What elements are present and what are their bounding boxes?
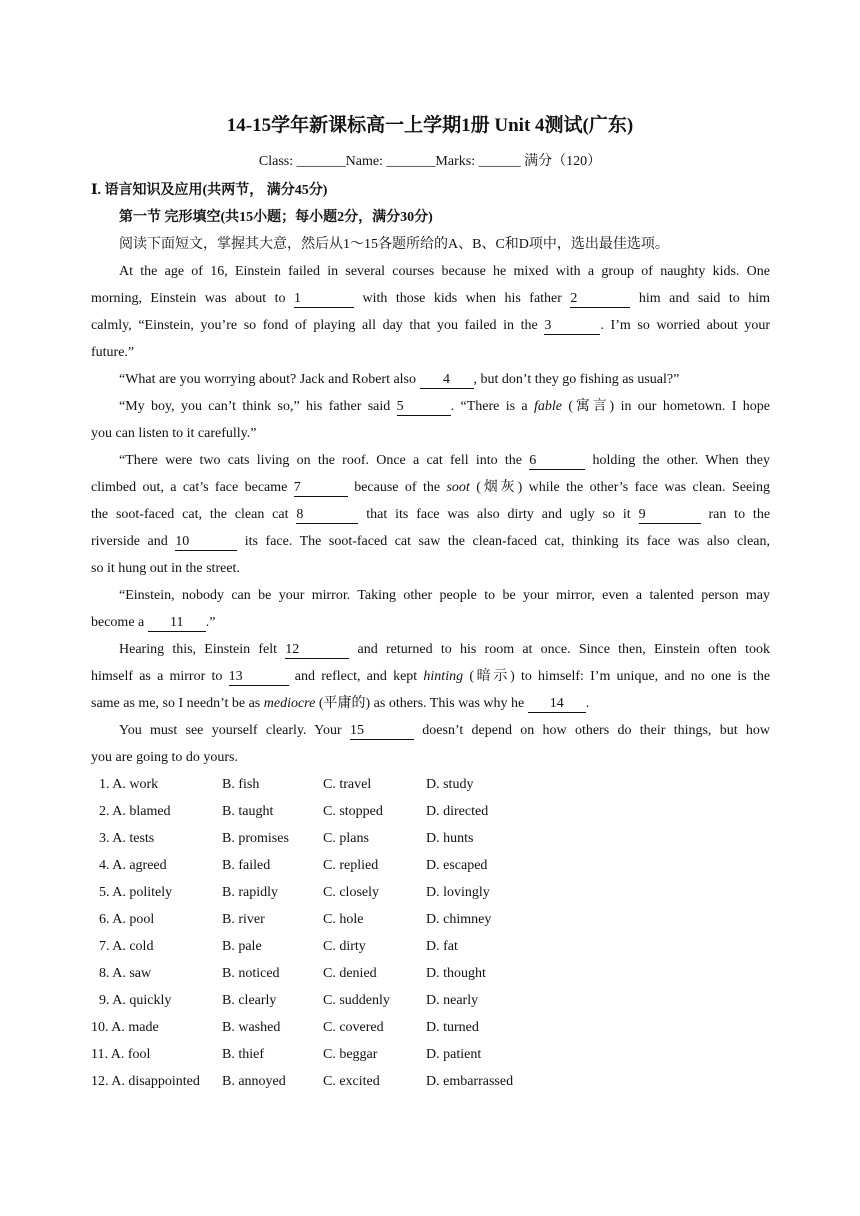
option-num: 3. A. tests — [99, 831, 155, 846]
passage-line: riverside and 10 its face. The soot-faced cat saw the clean-faced cat, thinking its face was also clean, — [91, 534, 771, 549]
option-b: B. fish — [222, 777, 260, 792]
blank-6: 6 — [529, 452, 585, 470]
blank-4: 4 — [420, 371, 474, 389]
option-num: 1. A. work — [99, 777, 159, 792]
option-c: C. plans — [323, 831, 369, 846]
subsection-heading: 第一节 完形填空(共15小题；每小题2分，满分30分) — [119, 210, 433, 225]
blank-15: 15 — [350, 722, 414, 740]
option-b: B. washed — [222, 1020, 281, 1035]
option-num: 8. A. saw — [99, 966, 152, 981]
blank-5: 5 — [397, 398, 451, 416]
option-d: D. hunts — [426, 831, 474, 846]
option-b: B. pale — [222, 939, 262, 954]
blank-3: 3 — [544, 317, 600, 335]
passage-line: you can listen to it carefully.” — [91, 426, 257, 441]
blank-9: 9 — [639, 506, 701, 524]
passage-line: you are going to do yours. — [91, 750, 238, 765]
instruction-text: 阅读下面短文，掌握其大意，然后从1～15各题所给的A、B、C和D项中，选出最佳选项。 — [119, 237, 669, 252]
option-c: C. replied — [323, 858, 379, 873]
passage-line: morning, Einstein was about to 1 with those kids when his father 2 him and said to him — [91, 291, 771, 306]
class-name-marks-line: Class: _______Name: _______Marks: ______ 满分（120） — [258, 154, 602, 169]
section-heading: Ⅰ. 语言知识及应用(共两节， 满分45分) — [91, 183, 328, 198]
passage-line: “My boy, you can’t think so,” his father said 5 . “There is a fable (寓言) in our hometown. I hope — [119, 399, 771, 414]
option-num: 12. A. disappointed — [91, 1074, 200, 1089]
blank-14: 14 — [528, 695, 586, 713]
blank-8: 8 — [296, 506, 358, 524]
option-c: C. beggar — [323, 1047, 378, 1062]
passage-line: become a 11 .” — [91, 615, 216, 630]
option-d: D. escaped — [426, 858, 488, 873]
blank-13: 13 — [229, 668, 289, 686]
option-d: D. embarrassed — [426, 1074, 514, 1089]
option-b: B. river — [222, 912, 265, 927]
blank-1: 1 — [294, 290, 354, 308]
option-b: B. promises — [222, 831, 289, 846]
option-b: B. annoyed — [222, 1074, 286, 1089]
option-b: B. failed — [222, 858, 271, 873]
passage-line: future.” — [91, 345, 135, 360]
option-b: B. rapidly — [222, 885, 278, 900]
option-num: 4. A. agreed — [99, 858, 167, 873]
option-d: D. study — [426, 777, 474, 792]
option-c: C. hole — [323, 912, 364, 927]
blank-10: 10 — [175, 533, 237, 551]
option-d: D. directed — [426, 804, 489, 819]
option-c: C. stopped — [323, 804, 383, 819]
passage-line: so it hung out in the street. — [91, 561, 240, 576]
passage-line: climbed out, a cat’s face became 7 because of the soot (烟灰) while the other’s face was clean. Seeing — [91, 480, 771, 495]
option-b: B. noticed — [222, 966, 280, 981]
option-num: 9. A. quickly — [99, 993, 172, 1008]
option-c: C. travel — [323, 777, 372, 792]
passage-line: You must see yourself clearly. Your 15 doesn’t depend on how others do their things, but how — [119, 723, 771, 738]
option-c: C. excited — [323, 1074, 380, 1089]
option-num: 5. A. politely — [99, 885, 173, 900]
option-d: D. fat — [426, 939, 458, 954]
option-c: C. covered — [323, 1020, 384, 1035]
passage-line: At the age of 16, Einstein failed in several courses because he mixed with a group of naughty kids. One — [119, 264, 770, 279]
option-d: D. turned — [426, 1020, 479, 1035]
option-num: 7. A. cold — [99, 939, 154, 954]
option-b: B. thief — [222, 1047, 264, 1062]
option-d: D. nearly — [426, 993, 479, 1008]
option-num: 11. A. fool — [91, 1047, 151, 1062]
option-d: D. chimney — [426, 912, 492, 927]
option-b: B. clearly — [222, 993, 277, 1008]
option-c: C. dirty — [323, 939, 366, 954]
option-d: D. thought — [426, 966, 486, 981]
option-d: D. lovingly — [426, 885, 490, 900]
option-c: C. suddenly — [323, 993, 390, 1008]
passage-line: “What are you worrying about? Jack and Robert also 4 , but don’t they go fishing as usual?” — [119, 372, 680, 387]
option-num: 6. A. pool — [99, 912, 155, 927]
blank-12: 12 — [285, 641, 349, 659]
passage-line: the soot-faced cat, the clean cat 8 that its face was also dirty and ugly so it 9 ran to the — [91, 507, 771, 522]
option-num: 10. A. made — [91, 1020, 159, 1035]
passage-line: himself as a mirror to 13 and reflect, and kept hinting (暗示) to himself: I’m unique, and no one is the — [91, 669, 771, 684]
option-c: C. closely — [323, 885, 379, 900]
passage-line: same as me, so I needn’t be as mediocre (平庸的) as others. This was why he 14 . — [91, 696, 590, 711]
blank-7: 7 — [294, 479, 348, 497]
passage-line: calmly, “Einstein, you’re so fond of playing all day that you failed in the 3 . I’m so worried about your — [91, 318, 770, 333]
option-d: D. patient — [426, 1047, 482, 1062]
passage-line: “There were two cats living on the roof. Once a cat fell into the 6 holding the other. When they — [119, 453, 771, 468]
passage-line: Hearing this, Einstein felt 12 and returned to his room at once. Since then, Einstein often took — [119, 642, 770, 657]
option-num: 2. A. blamed — [99, 804, 171, 819]
option-c: C. denied — [323, 966, 377, 981]
passage-line: “Einstein, nobody can be your mirror. Taking other people to be your mirror, even a talented person may — [119, 588, 770, 603]
option-b: B. taught — [222, 804, 274, 819]
page-title: 14-15学年新课标高一上学期1册 Unit 4测试(广东) — [226, 115, 634, 136]
blank-11: 11 — [148, 614, 206, 632]
blank-2: 2 — [570, 290, 630, 308]
